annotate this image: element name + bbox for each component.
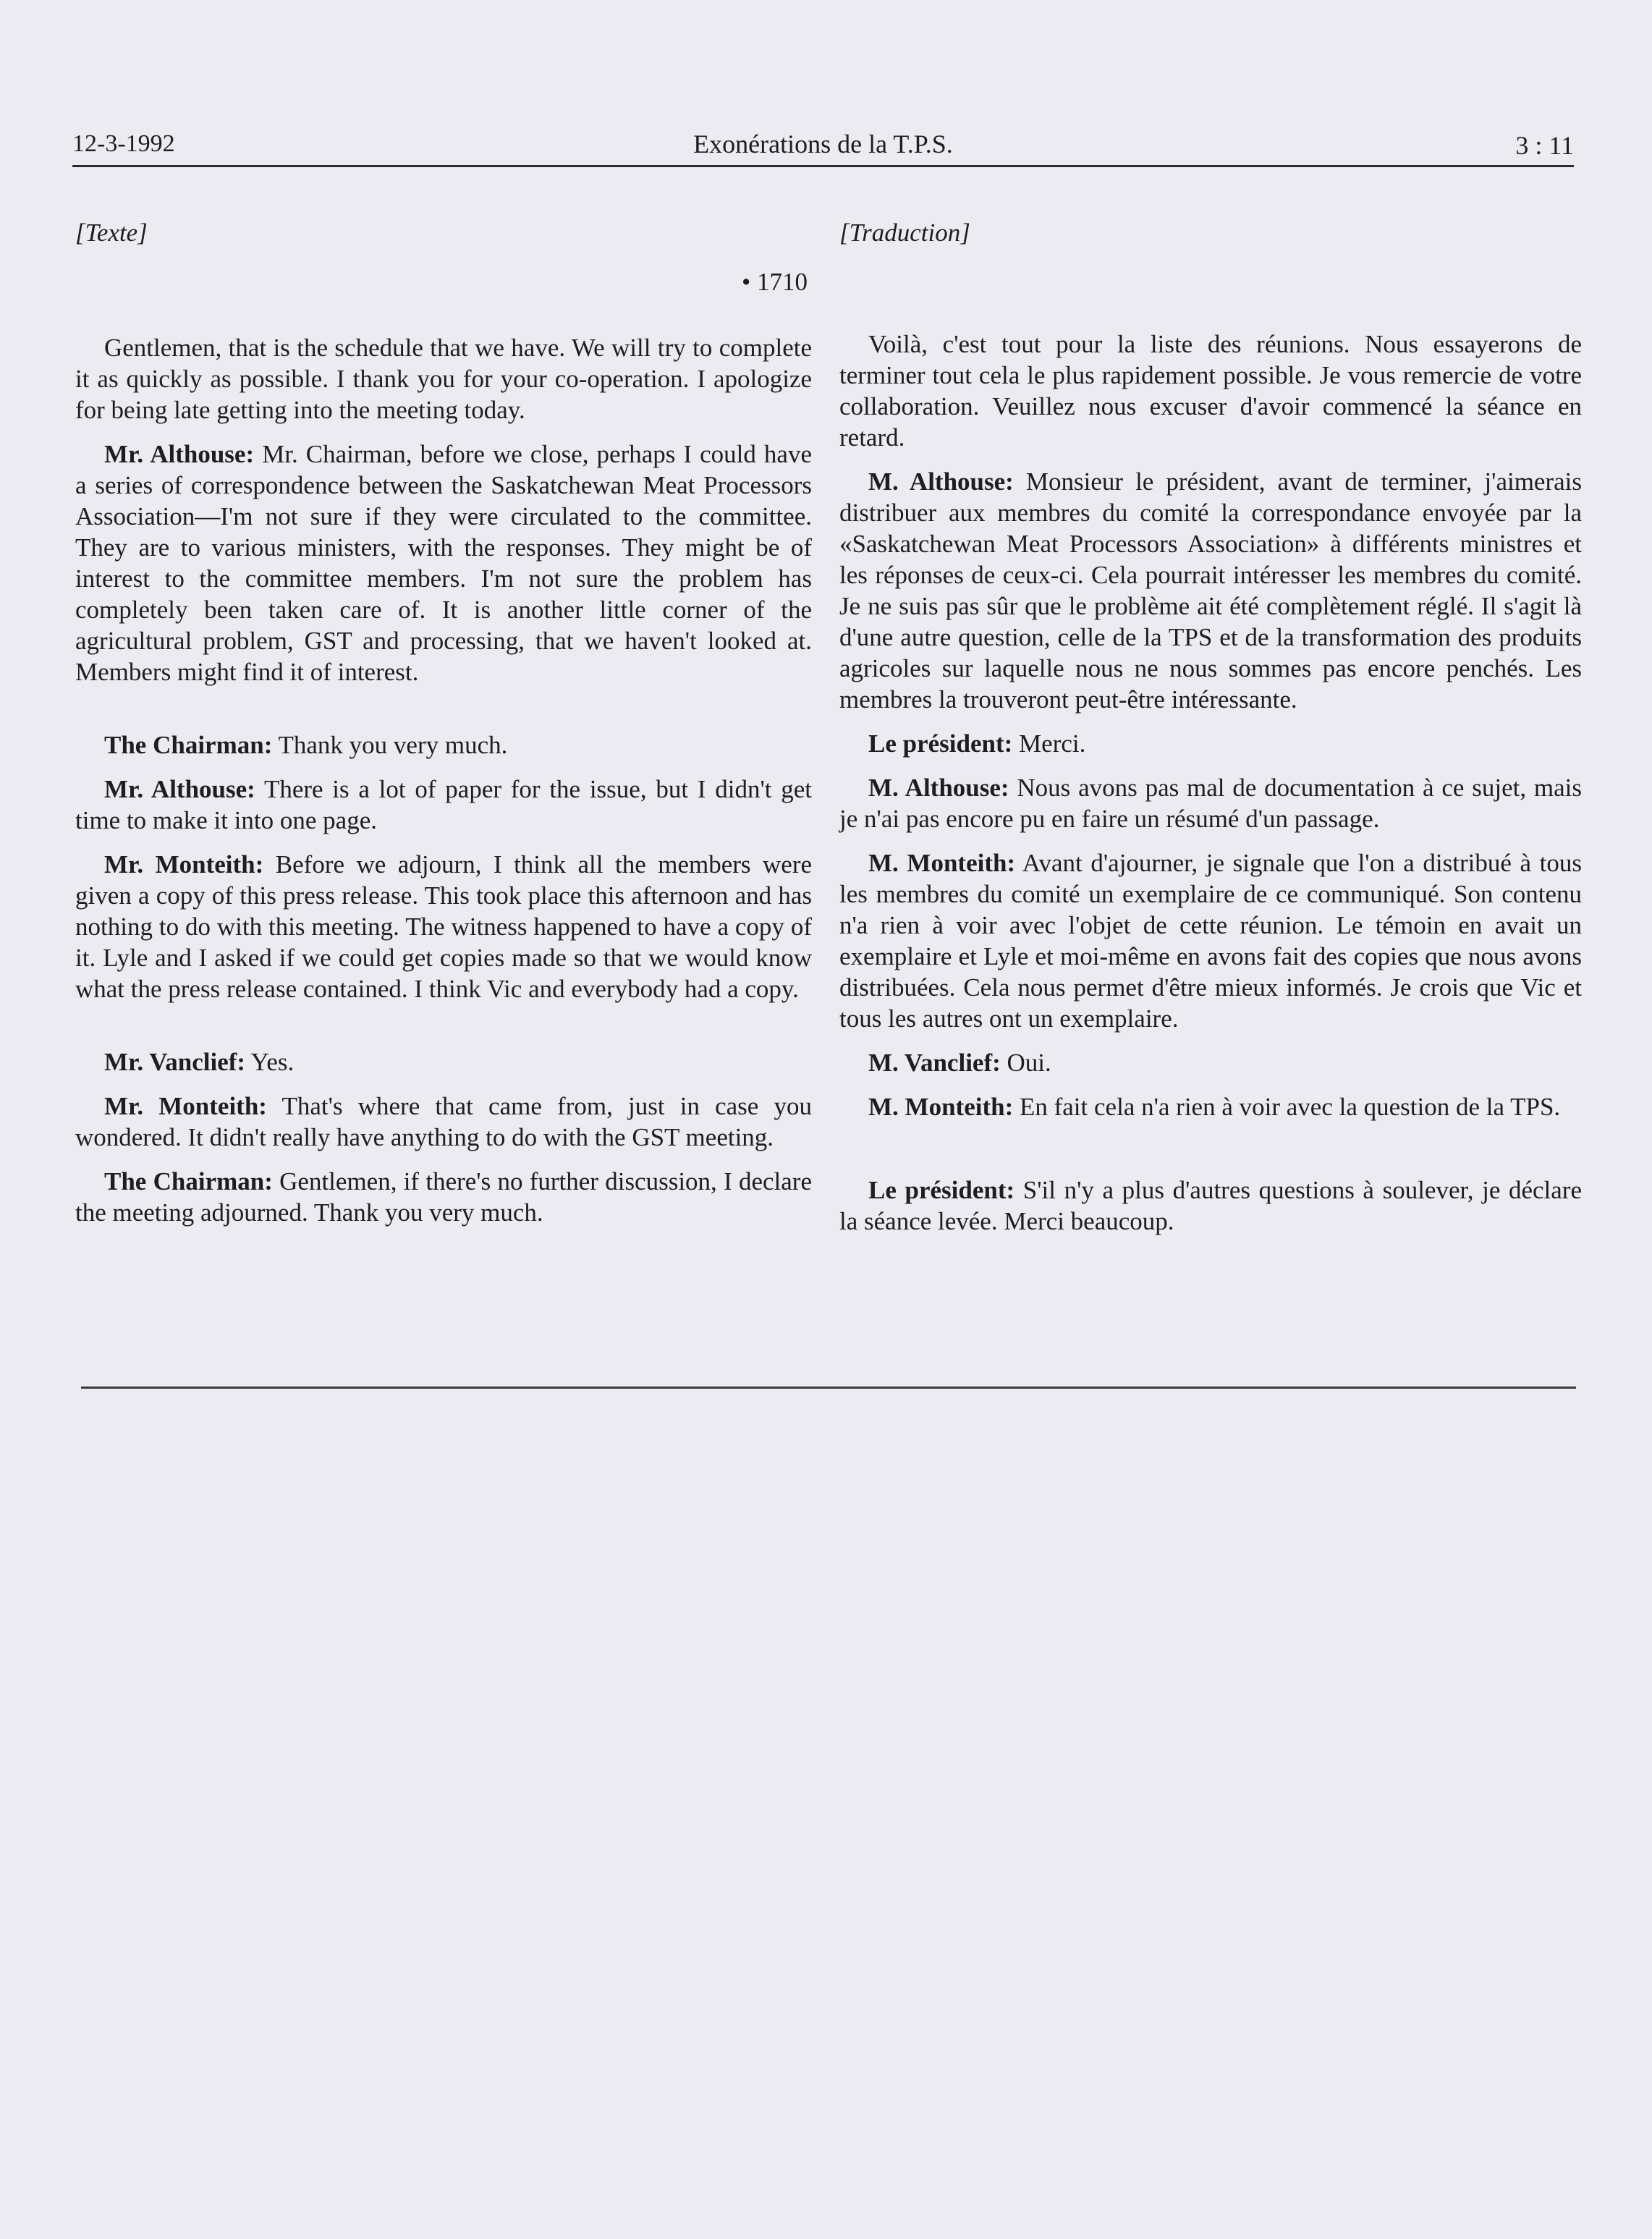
time-marker: • 1710 — [741, 268, 808, 296]
speaker-name: M. Althouse: — [868, 467, 1014, 496]
speaker-name: Le président: — [868, 1176, 1015, 1204]
paragraph — [839, 466, 1582, 715]
english-column — [75, 210, 812, 1241]
paragraph — [839, 772, 1582, 834]
paragraph — [839, 728, 1582, 759]
paragraph-text: Gentlemen, if there's no further discussion, I declare the meeting adjourned. Thank you very much. — [75, 1167, 812, 1227]
header-date: 12-3-1992 — [72, 130, 175, 157]
paragraph-text: Merci. — [1012, 729, 1086, 758]
paragraph — [75, 849, 812, 1004]
speaker-name: Le président: — [868, 729, 1013, 758]
paragraph — [75, 439, 812, 687]
paragraph — [839, 1174, 1582, 1237]
paragraph — [75, 1091, 812, 1153]
speaker-name: The Chairman: — [104, 731, 273, 759]
paragraph-text: Mr. Chairman, before we close, perhaps I could have a series of correspondence between the Saskatchewan Meat Processors Association—I'm not sure if they were circulated to the committee. They are to various ministers, with the responses. They might be of interest to the committee members. I'm not sure the problem has completely been taken care of. It is another little corner of the agricultural problem, GST and processing, that we haven't looked at. Members might find it of interest. — [75, 440, 812, 686]
header-page-number: 3 : 11 — [1515, 131, 1574, 160]
speaker-name: M. Monteith: — [868, 1093, 1014, 1121]
paragraph — [839, 1091, 1582, 1122]
paragraph — [75, 1046, 812, 1078]
french-column — [839, 210, 1582, 1250]
paragraph-text: Gentlemen, that is the schedule that we have. We will try to complete it as quickly as possible. I thank you for your co-operation. I apologize for being late getting into the meeting today. — [75, 334, 812, 424]
paragraph-text: Thank you very much. — [272, 731, 508, 759]
paragraph-text: Avant d'ajourner, je signale que l'on a distribué à tous les membres du comité un exemplaire de ce communiqué. Son contenu n'a rien à voir avec l'objet de cette réunion. Le témoin en avait un exemplaire et Lyle et moi-même en avons fait des copies que nous avons distribuées. Cela nous permet d'être mieux informés. Je crois que Vic et tous les autres ont un exemplaire. — [839, 849, 1582, 1033]
speaker-name: M. Vanclief: — [868, 1049, 1001, 1077]
column-label-traduction: [Traduction] — [839, 219, 970, 247]
speaker-name: Mr. Monteith: — [104, 850, 264, 879]
column-label-texte: [Texte] — [75, 219, 148, 247]
footer-rule — [81, 1387, 1576, 1389]
paragraph — [839, 329, 1582, 453]
paragraph — [75, 1166, 812, 1228]
paragraph — [75, 332, 812, 426]
paragraph-text: Monsieur le président, avant de terminer, j'aimerais distribuer aux membres du comité la correspondance envoyée par la «Saskatchewan Meat Processors Association» à différents ministres et les réponses de ceux-ci. Cela pourrait intéresser les membres du comité. Je ne suis pas sûr que le problème ait été complètement réglé. Il s'agit là d'une autre question, celle de la TPS et de la transformation des produits agricoles sur laquelle nous ne nous sommes pas encore penchés. Les membres la trouveront peut-être intéressante. — [839, 467, 1582, 714]
paragraph — [839, 1047, 1582, 1078]
speaker-name: Mr. Althouse: — [104, 775, 255, 803]
running-header — [72, 129, 1574, 167]
paragraph — [75, 774, 812, 836]
paragraph — [839, 847, 1582, 1034]
paragraph-text: Oui. — [1000, 1049, 1051, 1077]
speaker-name: Mr. Althouse: — [104, 440, 255, 468]
paragraph-text: There is a lot of paper for the issue, but I didn't get time to make it into one page. — [75, 775, 812, 834]
paragraph-text: Nous avons pas mal de documentation à ce sujet, mais je n'ai pas encore pu en faire un résumé d'un passage. — [839, 774, 1583, 833]
speaker-name: M. Monteith: — [868, 849, 1016, 877]
speaker-name: M. Althouse: — [868, 774, 1009, 802]
paragraph-text: Before we adjourn, I think all the members were given a copy of this press release. This took place this afternoon and has nothing to do with this meeting. The witness happened to have a copy of it. Lyle and I asked if we could get copies made so that we would know what the press release contained. I think Vic and everybody had a copy. — [75, 850, 813, 1003]
paragraph-text: That's where that came from, just in case you wondered. It didn't really have anything to do with the GST meeting. — [75, 1092, 813, 1151]
paragraph-text: S'il n'y a plus d'autres questions à soulever, je déclare la séance levée. Merci beaucoup. — [839, 1176, 1582, 1235]
paragraph-text: Yes. — [245, 1048, 295, 1076]
paragraph-text: En fait cela n'a rien à voir avec la question de la TPS. — [1013, 1093, 1561, 1121]
speaker-name: Mr. Vanclief: — [104, 1048, 246, 1076]
speaker-name: Mr. Monteith: — [104, 1092, 267, 1120]
paragraph — [75, 729, 812, 761]
paragraph-text: Voilà, c'est tout pour la liste des réunions. Nous essayerons de terminer tout cela le plus rapidement possible. Je vous remercie de votre collaboration. Veuillez nous excuser d'avoir commencé la séance en retard. — [839, 330, 1582, 452]
speaker-name: The Chairman: — [104, 1167, 273, 1195]
header-title: Exonérations de la T.P.S. — [693, 130, 953, 158]
